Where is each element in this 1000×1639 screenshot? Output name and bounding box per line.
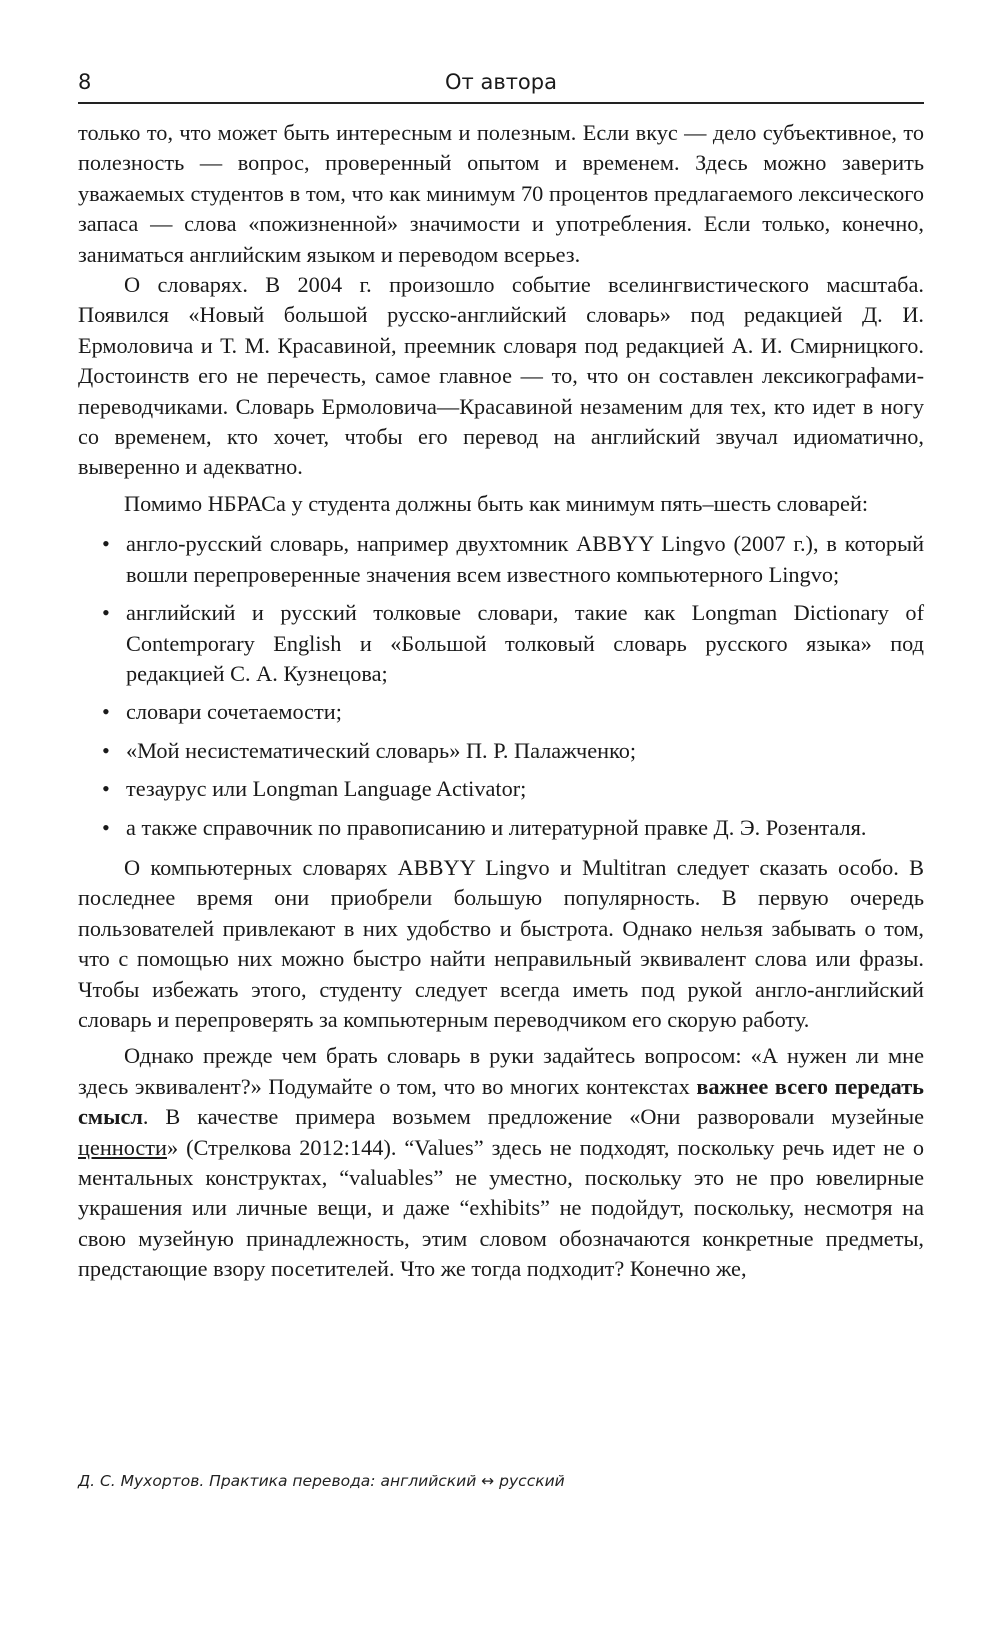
list-item	[102, 774, 924, 804]
bullet-icon: •	[102, 737, 110, 763]
paragraph-computer-dictionaries: О компьютерных словарях ABBYY Lingvo и Multitran следует сказать особо. В последнее время они приобрели большую популярность. В первую очередь пользователей привлекают в них удобство и быстрота. Однако нельзя забывать о том, что с помощью них можно быстро найти неправильный эквивалент слова или фразы. Чтобы избежать этого, студенту следует всегда иметь под рукой англо-английский словарь и перепроверять за компьютерным переводчиком его скорую работу.	[78, 854, 924, 1032]
bullet-icon: •	[102, 600, 110, 626]
paragraph-equivalent-question	[78, 1041, 924, 1284]
page-number: 8	[78, 70, 92, 94]
list-item	[102, 697, 924, 727]
list-item-text: а также справочник по правописанию и литературной правке Д. Э. Розенталя.	[126, 814, 867, 840]
bullet-icon: •	[102, 814, 110, 840]
list-item-text: «Мой несистематический словарь» П. Р. Палажченко;	[126, 737, 637, 763]
text-run: » (Стрелкова 2012:144). “Values” здесь не подходят, поскольку речь идет не о ментальных конструктах, “valuables” не уместно, поскольку это не про ювелирные украшения или личные вещи, и даже “exhibits” не подойдут, поскольку, несмотря на свою музейную принадлежность, этим словом обозначаются конкретные предметы, предстающие взору посетителей. Что же тогда подходит? Конечно же,	[78, 1134, 924, 1282]
underlined-word: ценности	[78, 1134, 167, 1160]
bullet-icon: •	[102, 699, 110, 725]
list-item	[102, 598, 924, 689]
book-page	[78, 60, 924, 1285]
list-item-text: англо-русский словарь, например двухтомник ABBYY Lingvo (2007 г.), в который вошли перепроверенные значения всем известного компьютерного Lingvo;	[126, 531, 924, 587]
paragraph-continuation: только то, что может быть интересным и полезным. Если вкус — дело субъективное, то полезность — вопрос, проверенный опытом и временем. Здесь можно заверить уважаемых студентов в том, что как минимум 70 процентов предлагаемого лексического запаса — слова «пожизненной» значимости и употребления. Если только, конечно, заниматься английским языком и переводом всерьез.	[78, 120, 924, 267]
bullet-icon: •	[102, 531, 110, 557]
bullet-icon: •	[102, 776, 110, 802]
page-header	[78, 60, 924, 104]
page-footer: Д. С. Мухортов. Практика перевода: английский ↔ русский	[78, 1472, 565, 1490]
text-run: . В качестве примера возьмем предложение «Они разворовали музейные	[142, 1104, 924, 1130]
list-item-text: тезаурус или Longman Language Activator;	[126, 776, 527, 802]
text-run: Однако прежде чем брать словарь в руки задайтесь вопросом: «А нужен ли мне здесь эквивалент?» Подумайте о том, что во многих контекстах	[78, 1043, 924, 1099]
page-body	[78, 118, 924, 1285]
list-item-text: английский и русский толковые словари, такие как Longman Dictionary of Contemporary English и «Большой толковый словарь русского языка» под редакцией С. А. Кузнецова;	[126, 600, 924, 686]
running-head: От автора	[445, 70, 557, 94]
dictionary-list	[78, 529, 924, 843]
paragraph-dictionary-list-intro: Помимо НБРАСа у студента должны быть как минимум пять–шесть словарей:	[124, 490, 869, 516]
list-item-text: словари сочетаемости;	[126, 699, 342, 725]
list-item	[102, 813, 924, 843]
list-item	[102, 529, 924, 590]
list-item	[102, 736, 924, 766]
paragraph-about-dictionaries: О словарях. В 2004 г. произошло событие вселингвистического масштаба. Появился «Новый большой русско-английский словарь» под редакцией Д. И. Ермоловича и Т. М. Красавиной, преемник словаря под редакцией А. И. Смирницкого. Достоинств его не перечесть, самое главное — то, что он составлен лексикографами-переводчиками. Словарь Ермоловича—Красавиной незаменим для тех, кто идет в ногу со временем, кто хочет, чтобы его перевод на английский звучал идиоматично, выверенно и адекватно.	[78, 272, 924, 480]
bold-phrase: важнее всего передать смысл	[78, 1073, 924, 1130]
